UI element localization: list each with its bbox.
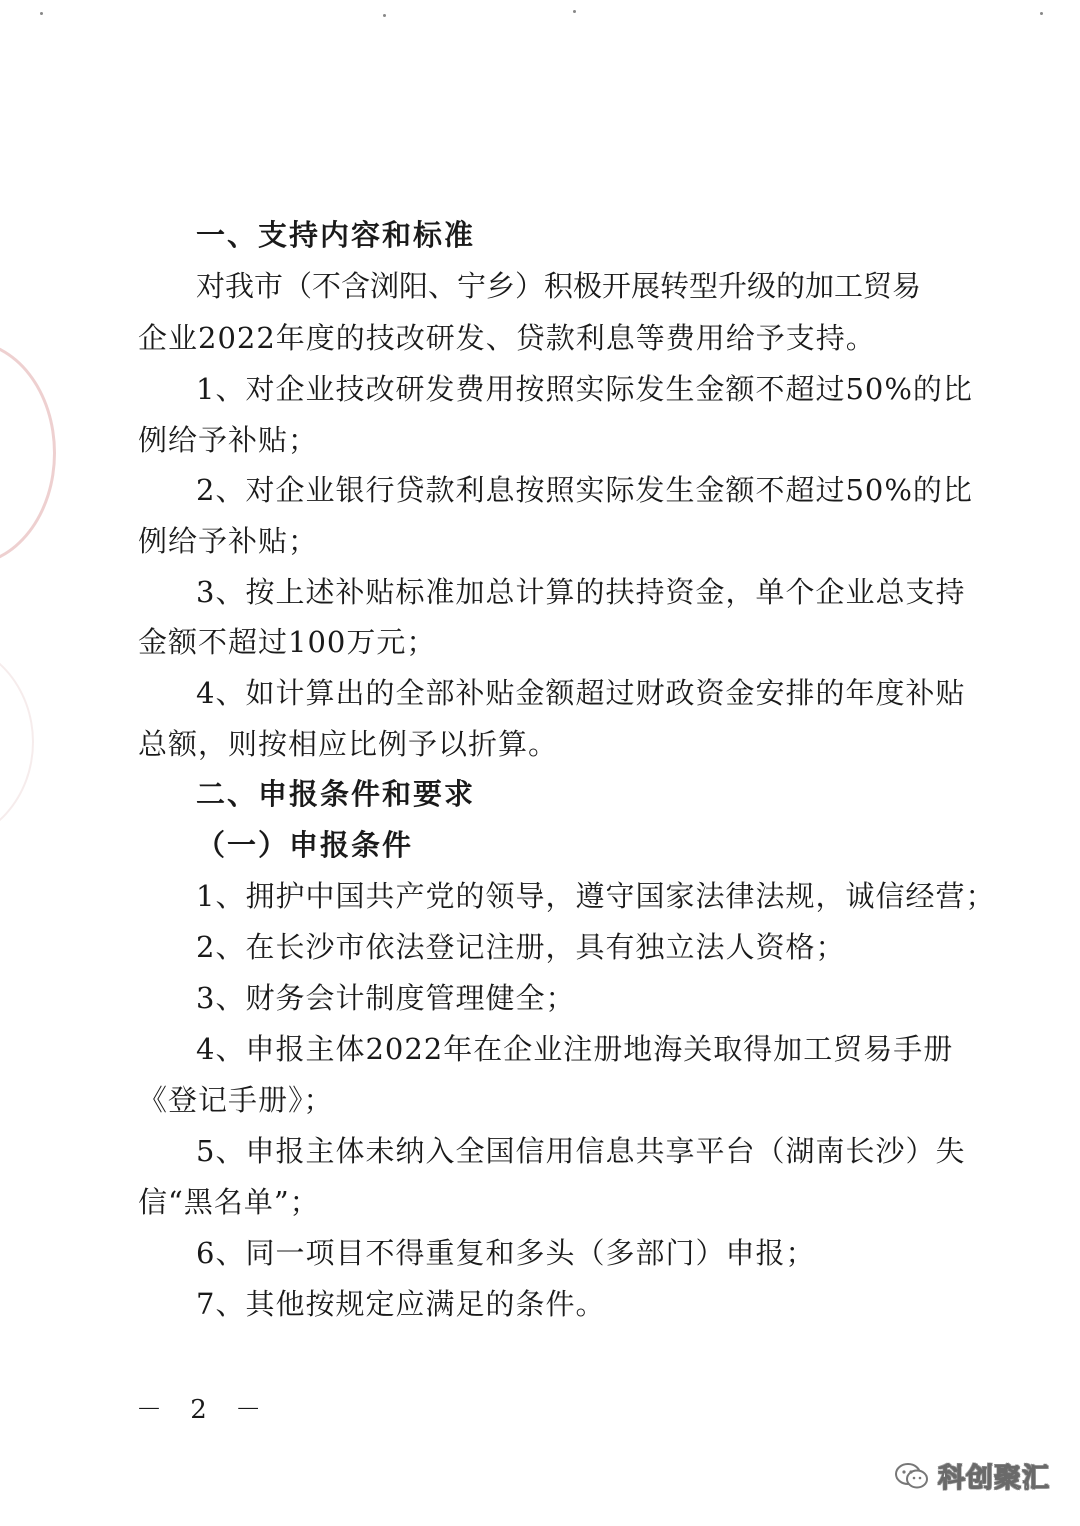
wechat-icon <box>894 1462 930 1490</box>
condition-item: 1、拥护中国共产党的领导，遵守国家法律法规，诚信经营； <box>196 879 996 913</box>
scan-dot <box>1040 12 1043 15</box>
condition-item: 6、同一项目不得重复和多头（多部门）申报； <box>196 1236 816 1270</box>
seal-stamp <box>0 340 56 566</box>
section1-item4-line2: 总额，则按相应比例予以折算。 <box>138 727 559 761</box>
page-number: － 2 － <box>136 1395 272 1425</box>
scan-dot <box>40 12 43 15</box>
section1-heading: 一、支持内容和标准 <box>196 218 476 252</box>
condition-item-continued: 信“黑名单”； <box>138 1185 320 1219</box>
condition-item: 4、申报主体2022年在企业注册地海关取得加工贸易手册 <box>196 1032 954 1066</box>
watermark-text: 科创聚汇 <box>938 1463 1050 1494</box>
condition-item: 3、财务会计制度管理健全； <box>196 981 576 1015</box>
section1-intro-line2: 企业2022年度的技改研发、贷款利息等费用给予支持。 <box>138 321 876 355</box>
watermark <box>894 1456 1050 1495</box>
section1-item3-line2: 金额不超过100万元； <box>138 625 437 659</box>
scan-dot <box>573 10 576 13</box>
condition-item: 2、在长沙市依法登记注册，具有独立法人资格； <box>196 930 846 964</box>
section1-item1-line1: 1、对企业技改研发费用按照实际发生金额不超过50%的比 <box>196 372 973 406</box>
section1-item2-line1: 2、对企业银行贷款利息按照实际发生金额不超过50%的比 <box>196 473 973 507</box>
condition-item-continued: 《登记手册》； <box>138 1083 334 1117</box>
section1-intro-line1: 对我市（不含浏阳、宁乡）积极开展转型升级的加工贸易 <box>196 269 922 303</box>
seal-stamp-faint <box>0 640 34 844</box>
condition-item: 5、申报主体未纳入全国信用信息共享平台（湖南长沙）失 <box>196 1134 966 1168</box>
section2-subheading: （一）申报条件 <box>196 828 414 862</box>
section1-item1-line2: 例给予补贴； <box>138 423 319 457</box>
section1-item3-line1: 3、按上述补贴标准加总计算的扶持资金，单个企业总支持 <box>196 575 966 609</box>
scan-dot <box>383 14 386 17</box>
section1-item2-line2: 例给予补贴； <box>138 524 319 558</box>
condition-item: 7、其他按规定应满足的条件。 <box>196 1287 606 1321</box>
section1-item4-line1: 4、如计算出的全部补贴金额超过财政资金安排的年度补贴 <box>196 676 966 710</box>
section2-heading: 二、申报条件和要求 <box>196 777 476 811</box>
